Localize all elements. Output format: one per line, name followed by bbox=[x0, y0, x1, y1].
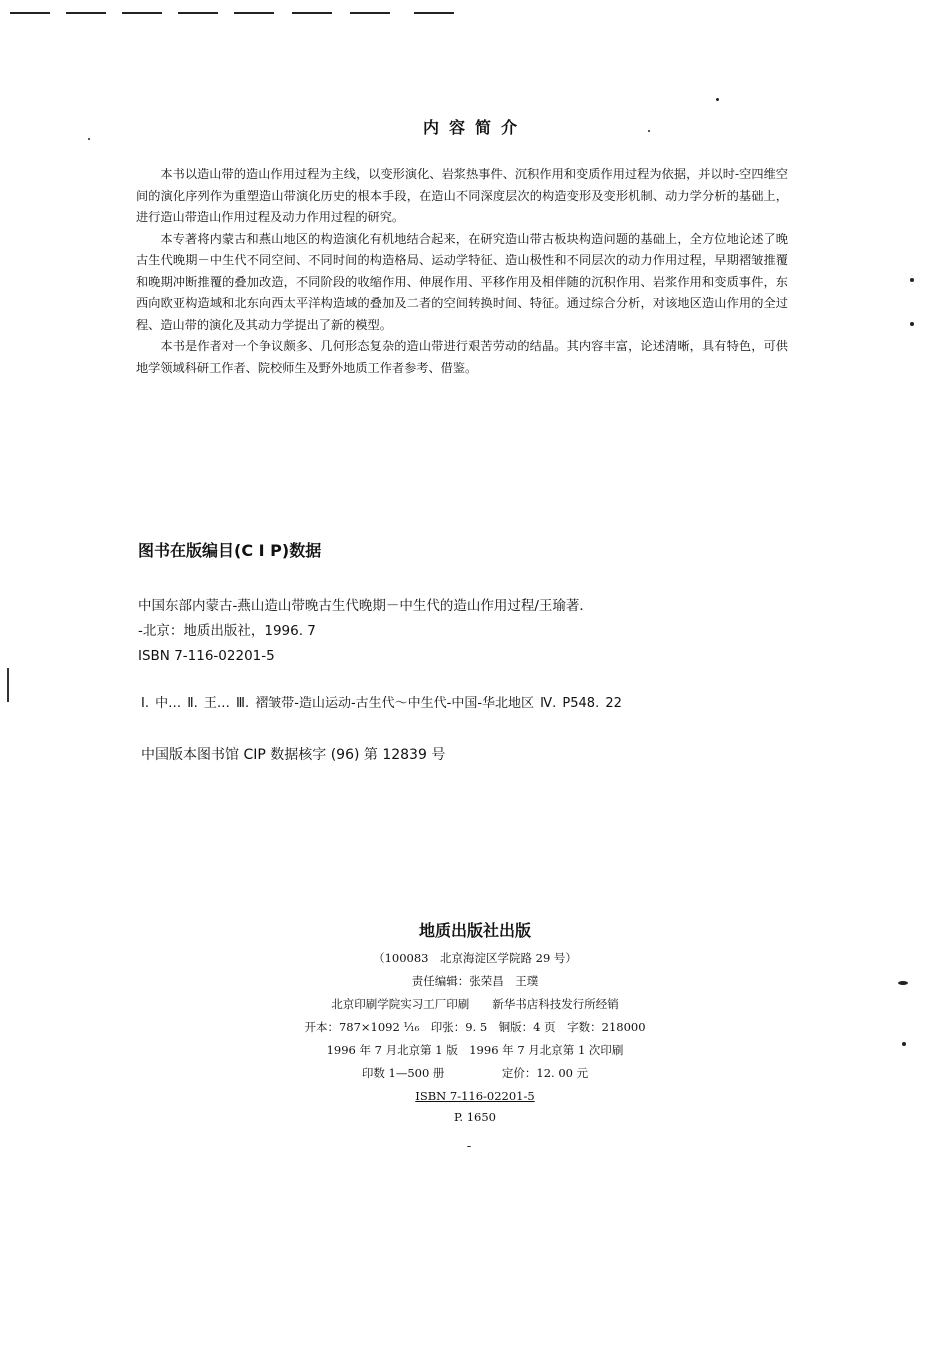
colophon-publisher: 地质出版社出版 bbox=[418, 921, 531, 940]
colophon-print-run: 印数 1—500 册 定价：12. 00 元 bbox=[361, 1066, 589, 1080]
cip-entry: 中国东部内蒙古-燕山造山带晚古生代晚期－中生代的造山作用过程/王瑜著． bbox=[138, 598, 593, 614]
scan-speck bbox=[910, 278, 914, 282]
dash-segment bbox=[122, 12, 162, 14]
cip-classification: Ⅰ. 中… Ⅱ. 王… Ⅲ. 褶皱带-造山运动-古生代～中生代-中国-华北地区 Ⅳ. P548. 22 bbox=[141, 696, 622, 711]
cip-data-number: 中国版本图书馆 CIP 数据核字 (96) 第 12839 号 bbox=[141, 747, 446, 763]
summary-paragraph: 本书是作者对一个争议颇多、几何形态复杂的造山带进行艰苦劳动的结晶。其内容丰富，论述清晰，具有特色，可供地学领域科研工作者、院校师生及野外地质工作者参考、借鉴。 bbox=[136, 339, 788, 375]
dash-segment bbox=[350, 12, 390, 14]
scan-speck bbox=[910, 322, 914, 326]
summary-paragraph: 本书以造山带的造山作用过程为主线，以变形演化、岩浆热事件、沉积作用和变质作用过程为依据，并以时-空四维空间的演化序列作为重塑造山带演化历史的根本手段，在造山不同深度层次的构造变形及变形机制、动力学分析的基础上，进行造山带造山作用过程及动力作用过程的研究。 bbox=[136, 167, 788, 224]
dash-segment bbox=[66, 12, 106, 14]
colophon-p-number: P. 1650 bbox=[454, 1110, 496, 1124]
margin-mark bbox=[7, 668, 9, 702]
scan-speck bbox=[88, 138, 90, 140]
summary-title: 内容简介 bbox=[422, 118, 527, 137]
colophon-printer: 北京印刷学院实习工厂印刷 新华书店科技发行所经销 bbox=[331, 997, 619, 1011]
colophon-address: （100083 北京海淀区学院路 29 号） bbox=[373, 951, 577, 965]
colophon-editors: 责任编辑：张荣昌 王璞 bbox=[411, 974, 539, 988]
summary-paragraph: 本专著将内蒙古和燕山地区的构造演化有机地结合起来，在研究造山带古板块构造问题的基础上，全方位地论述了晚古生代晚期－中生代不同空间、不同时间的构造格局、运动学特征、造山极性和不同层次的动力作用过程，早期褶皱推覆和晚期冲断推覆的叠加改造，不同阶段的收缩作用、伸展作用、平移作用及相伴随的沉积作用、岩浆作用和变质事件，东西向欧亚构造域和北东向西太平洋构造域的叠加及二者的空间转换时间、特征。通过综合分析，对该地区造山作用的全过程、造山带的演化及其动力学提出了新的模型。 bbox=[136, 231, 788, 332]
cip-publisher-line: -北京：地质出版社，1996. 7 bbox=[138, 623, 316, 639]
cip-record bbox=[138, 594, 818, 669]
cip-heading: 图书在版编目(C I P)数据 bbox=[138, 541, 322, 560]
colophon-specs: 开本：787×1092 ¹⁄₁₆ 印张：9. 5 铜版：4 页 字数：218000 bbox=[304, 1020, 646, 1034]
colophon-editions: 1996 年 7 月北京第 1 版 1996 年 7 月北京第 1 次印刷 bbox=[326, 1043, 624, 1057]
colophon-isbn: ISBN 7-116-02201-5 bbox=[415, 1089, 535, 1103]
scan-speck bbox=[467, 1146, 471, 1147]
dash-segment bbox=[10, 12, 50, 14]
colophon bbox=[0, 918, 950, 1129]
dash-segment bbox=[292, 12, 332, 14]
top-dashed-rule bbox=[0, 12, 460, 16]
dash-segment bbox=[414, 12, 454, 14]
cip-isbn: ISBN 7-116-02201-5 bbox=[138, 648, 275, 664]
summary-body bbox=[136, 164, 788, 379]
dash-segment bbox=[234, 12, 274, 14]
scan-speck bbox=[716, 98, 719, 101]
dash-segment bbox=[178, 12, 218, 14]
